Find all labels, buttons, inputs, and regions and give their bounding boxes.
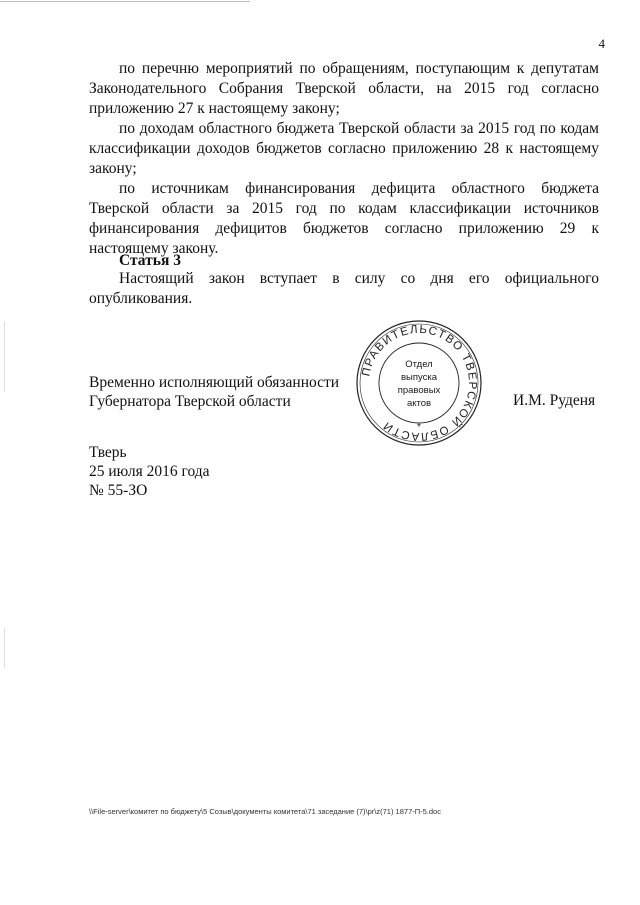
stamp-center-text bbox=[378, 358, 460, 410]
svg-text:*: * bbox=[417, 422, 421, 433]
scan-margin-mark bbox=[4, 628, 5, 668]
list-paragraph: по источникам финансирования дефицита областного бюджета Тверской области за 2015 год по кодам классификации источников финансирования дефицитов бюджетов согласно приложению 29 к настоящему закону. bbox=[89, 180, 599, 257]
signature-position bbox=[89, 373, 339, 411]
position-line: Временно исполняющий обязанности bbox=[89, 374, 340, 391]
list-paragraphs bbox=[89, 59, 599, 259]
page-number: 4 bbox=[598, 36, 605, 51]
position-line: Губернатора Тверской области bbox=[89, 393, 291, 410]
article-body bbox=[89, 269, 599, 309]
official-stamp bbox=[354, 318, 484, 448]
article-heading: Статья 3 bbox=[119, 252, 181, 269]
signer-name: И.М. Руденя bbox=[513, 392, 596, 409]
footer-file-path: \\File-server\комитет по бюджету\5 Созыв\документы комитета\71 заседание (7)\pr\z(71) 1877-П-5.doc bbox=[89, 807, 441, 816]
stamp-line: Отдел bbox=[405, 359, 433, 370]
issue-details bbox=[89, 443, 210, 500]
stamp-line: выпуска bbox=[400, 372, 438, 383]
issue-date: 25 июля 2016 года bbox=[89, 463, 210, 480]
article-text: Настоящий закон вступает в силу со дня его официального опубликования. bbox=[89, 270, 599, 307]
issue-city: Тверь bbox=[89, 444, 127, 461]
list-paragraph: по доходам областного бюджета Тверской области за 2015 год по кодам классификации доходов бюджетов согласно приложению 28 к настоящему закону; bbox=[89, 120, 599, 177]
scan-margin-mark bbox=[4, 322, 5, 392]
stamp-line: актов bbox=[406, 398, 432, 409]
stamp-line: правовых bbox=[397, 385, 441, 396]
scan-edge-line bbox=[0, 1, 250, 2]
issue-number: № 55-ЗО bbox=[89, 482, 148, 499]
list-paragraph: по перечню мероприятий по обращениям, поступающим к депутатам Законодательного Собрания Тверской области, на 2015 год согласно приложению 27 к настоящему закону; bbox=[89, 60, 599, 117]
stamp-ring-text: ПРАВИТЕЛЬСТВО ТВЕРСКОЙ ОБЛАСТИ bbox=[360, 323, 479, 443]
